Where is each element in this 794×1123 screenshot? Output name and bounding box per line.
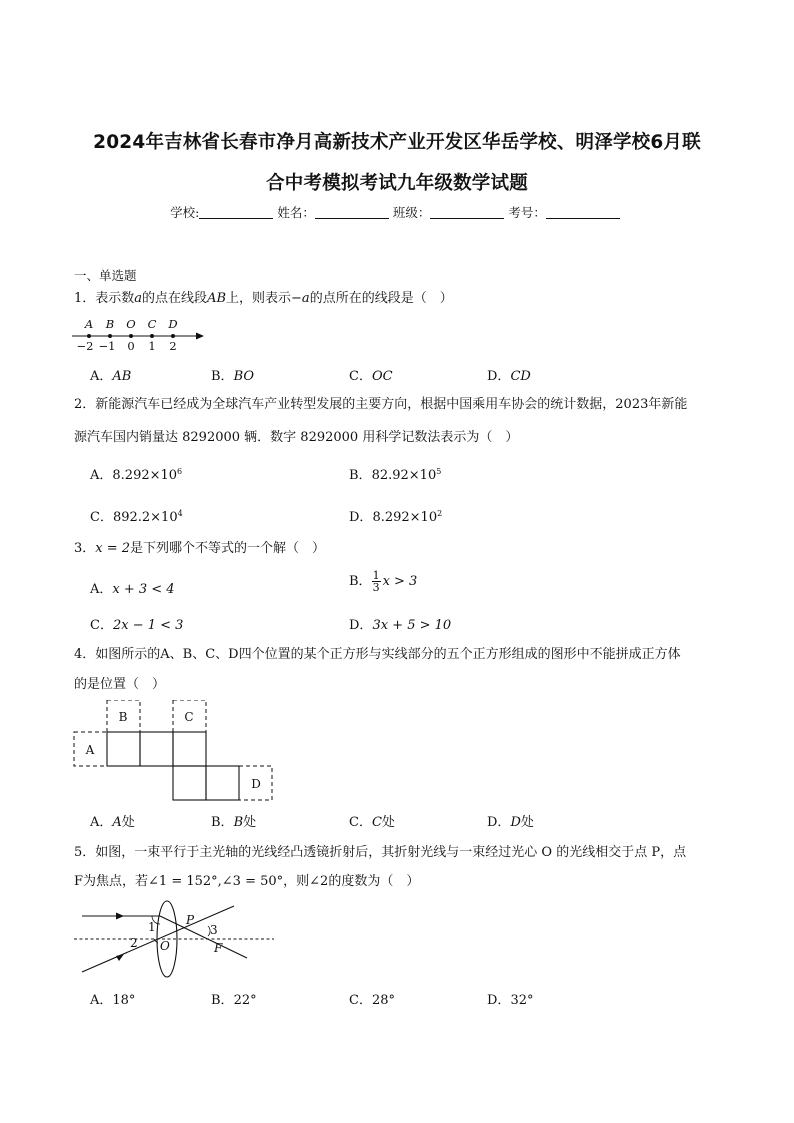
label-d: D xyxy=(251,777,261,791)
question-4-stem-line1: 4．如图所示的A、B、C、D四个位置的某个正方形与实线部分的五个正方形组成的图形中不能拼成正方体 xyxy=(74,647,681,662)
exam-no-label: 考号： xyxy=(508,205,546,220)
q5-option-c: C．28° xyxy=(349,993,395,1008)
question-3-stem: 3．x = 2是下列哪个不等式的一个解（ ） xyxy=(74,541,326,556)
exam-title-line1: 2024年吉林省长春市净月高新技术产业开发区华岳学校、明泽学校6月联 xyxy=(93,132,701,153)
label-f: F xyxy=(214,941,223,955)
label-2: 2 xyxy=(130,936,138,950)
q2-option-a: A．$8.292\times 10^6$ xyxy=(90,467,183,483)
fraction-one-third: $\frac{1}{3}$ xyxy=(372,569,380,594)
cube-net-figure xyxy=(72,700,278,804)
name-blank xyxy=(315,206,389,219)
point-b xyxy=(108,334,112,338)
label-p: P xyxy=(186,913,195,927)
exam-title-line2: 合中考模拟考试九年级数学试题 xyxy=(266,173,528,194)
tick-label: 0 xyxy=(127,339,135,353)
q2-option-b: B．$82.92\times 10^5$ xyxy=(349,467,442,483)
arrow-head xyxy=(116,913,124,920)
point-d xyxy=(171,334,175,338)
question-2-stem-line1: 2．新能源汽车已经成为全球汽车产业转型发展的主要方向，根据中国乘用车协会的统计数据，2023年新能 xyxy=(74,397,688,412)
q1-option-a: A．AB xyxy=(90,369,132,384)
number-line-figure xyxy=(68,314,218,354)
lens-figure xyxy=(72,898,278,980)
refracted-ray xyxy=(160,916,247,958)
question-5-stem-line2: F为焦点，若∠1 = 152°,∠3 = 50°，则∠2的度数为（ ） xyxy=(74,874,420,889)
q5-option-b: B．22° xyxy=(211,993,257,1008)
tick-label: −1 xyxy=(98,339,116,353)
solid-square xyxy=(140,732,173,766)
q1-option-b: B．BO xyxy=(211,369,255,384)
solid-square xyxy=(173,732,206,766)
question-5-stem-line1: 5．如图，一束平行于主光轴的光线经凸透镜折射后，其折射光线与一束经过光心 O 的光线相交于点 P，点 xyxy=(74,845,687,860)
class-blank xyxy=(430,206,504,219)
question-2-stem-line2: 源汽车国内销量达 8292000 辆．数字 8292000 用科学记数法表示为（ ） xyxy=(74,430,519,445)
q4-option-d: D．D处 xyxy=(487,815,534,830)
label-d: D xyxy=(168,317,178,331)
solid-square xyxy=(173,766,206,800)
label-1: 1 xyxy=(148,920,156,934)
q5-option-a: A．18° xyxy=(90,993,136,1008)
arrow-head xyxy=(116,954,124,961)
label-b: B xyxy=(105,317,115,331)
label-c: C xyxy=(147,317,157,331)
name-label: 姓名： xyxy=(277,205,315,220)
q3-option-c: C．2x − 1 < 3 xyxy=(90,618,184,633)
q1-option-c: C．OC xyxy=(349,369,393,384)
exam-no-blank xyxy=(546,206,620,219)
point-o xyxy=(129,334,133,338)
q5-option-d: D．32° xyxy=(487,993,534,1008)
q4-option-c: C．C处 xyxy=(349,815,395,830)
q2-option-d: D．$8.292\times 10^2$ xyxy=(349,509,443,525)
label-3: 3 xyxy=(210,923,218,937)
q4-option-b: B．B处 xyxy=(211,815,257,830)
label-a: A xyxy=(85,743,95,757)
student-info-line xyxy=(0,203,794,221)
label-a: A xyxy=(84,317,94,331)
tick-label: −2 xyxy=(76,339,94,353)
label-c: C xyxy=(184,710,194,724)
tick-label: 1 xyxy=(148,339,156,353)
q3-option-d: D．3x + 5 > 10 xyxy=(349,618,452,633)
number-line-arrow xyxy=(196,333,204,340)
question-1-stem: 1．表示数a的点在线段AB上，则表示−a的点所在的线段是（ ） xyxy=(74,291,453,306)
q3-option-b: B． $\frac{1}{3}$ x > 3 xyxy=(349,569,418,594)
section-title: 一、单选题 xyxy=(74,268,137,283)
point-a xyxy=(87,334,91,338)
solid-square xyxy=(107,732,140,766)
var-a: a xyxy=(134,291,143,306)
question-4-stem-line2: 的是位置（ ） xyxy=(74,677,166,692)
class-label: 班级： xyxy=(392,205,431,220)
solid-square xyxy=(206,766,239,800)
q1-option-d: D．CD xyxy=(487,369,531,384)
school-label: 学校: xyxy=(170,205,200,220)
q3-option-a: A．x + 3 < 4 xyxy=(90,582,175,597)
school-blank xyxy=(199,206,273,219)
point-c xyxy=(150,334,154,338)
label-o: O xyxy=(126,317,136,331)
q2-option-c: C．$892.2\times 10^4$ xyxy=(90,509,183,525)
q4-option-a: A．A处 xyxy=(90,815,135,830)
label-b: B xyxy=(118,710,128,724)
tick-label: 2 xyxy=(169,339,177,353)
label-o: O xyxy=(160,939,170,953)
